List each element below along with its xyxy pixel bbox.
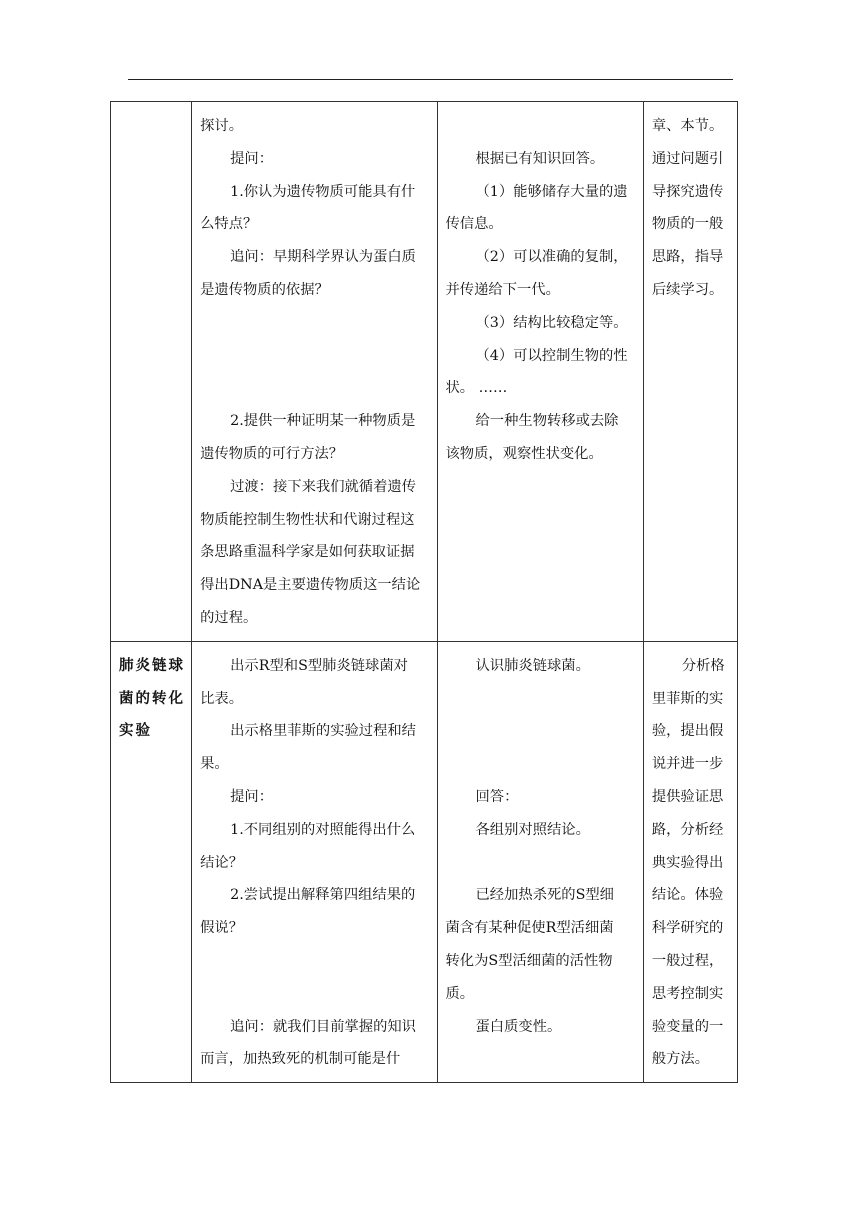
text-line: 各组别对照结论。 — [475, 821, 590, 838]
text-line: 并传递给下一代。 — [445, 281, 560, 298]
text-line: 一般过程， — [651, 952, 724, 969]
text-line: 1.你认为遗传物质可能具有什 — [230, 183, 416, 200]
text-line: 路，分析经 — [651, 821, 724, 838]
text-line: 结论。体验 — [651, 887, 724, 904]
text-line: 果。 — [200, 756, 229, 773]
text-line: 状。 …… — [445, 380, 508, 397]
text-line: 的过程。 — [200, 609, 258, 626]
text-line: 典实验得出 — [651, 854, 724, 871]
text-line: 根据已有知识回答。 — [475, 150, 605, 167]
table-row — [111, 641, 738, 1082]
text-line: 是遗传物质的依据？ — [200, 281, 329, 298]
text-line: 验变量的一 — [651, 1018, 724, 1035]
header-rule — [128, 79, 733, 80]
text-line: 蛋白质变性。 — [475, 1018, 562, 1035]
text-line: 思考控制实 — [651, 985, 724, 1002]
stage-title-line: 肺炎链球 — [119, 657, 185, 674]
text-line: 科学研究的 — [651, 920, 724, 937]
stage-cell — [111, 102, 192, 642]
text-line: 回答： — [475, 788, 519, 805]
design-intent-cell — [643, 102, 737, 642]
text-line: 里菲斯的实 — [651, 690, 724, 707]
text-line: 提供验证思 — [651, 788, 724, 805]
spacer — [446, 683, 637, 781]
lesson-plan-table — [110, 101, 738, 1083]
text-line: 物质能控制生物性状和代谢过程这 — [200, 511, 415, 528]
text-line: 提问： — [230, 788, 274, 805]
stage-title-line: 菌的转化 — [119, 690, 185, 707]
text-line: 追问：就我们目前掌握的知识 — [230, 1018, 416, 1035]
student-activity-cell — [437, 102, 643, 642]
text-line: 而言，加热致死的机制可能是什 — [200, 1051, 401, 1068]
student-activity-cell — [437, 641, 643, 1082]
text-line: 条思路重温科学家是如何获取证据 — [200, 544, 415, 561]
text-line: 物质的一般 — [651, 216, 724, 233]
text-line: 质。 — [445, 985, 475, 1002]
text-line: 么特点？ — [200, 216, 258, 233]
text-line: 探讨。 — [200, 118, 244, 134]
text-line: 假说？ — [200, 920, 244, 937]
teacher-activity-cell — [192, 641, 437, 1082]
text-line: 提问： — [230, 150, 274, 167]
text-line: 菌含有某种促使R型活细菌 — [445, 920, 614, 937]
text-line: 过渡：接下来我们就循着遗传 — [230, 478, 416, 495]
text-line: 分析格 — [681, 657, 725, 674]
text-line: 验，提出假 — [651, 723, 724, 740]
text-line: 2.提供一种证明某一种物质是 — [230, 413, 416, 430]
text-line: 导探究遗传 — [651, 183, 724, 200]
design-intent-cell — [643, 641, 737, 1082]
text-line: 出示R型和S型肺炎链球菌对 — [230, 657, 408, 674]
text-line: 后续学习。 — [651, 281, 724, 298]
spacer — [446, 110, 637, 143]
text-line: 说并进一步 — [651, 756, 724, 773]
text-line: 传信息。 — [445, 216, 503, 233]
text-line: 通过问题引 — [651, 150, 724, 167]
text-line: （1）能够储存大量的遗 — [475, 183, 628, 200]
text-line: 比表。 — [200, 690, 244, 707]
text-line: 认识肺炎链球菌。 — [475, 657, 590, 674]
text-line: 给一种生物转移或去除 — [475, 413, 619, 430]
text-line: 结论？ — [200, 854, 244, 871]
spacer — [200, 945, 430, 1011]
text-line: 追问：早期科学界认为蛋白质 — [230, 249, 416, 266]
text-line: 已经加热杀死的S型细 — [475, 887, 614, 904]
text-line: （2）可以准确的复制， — [475, 249, 628, 266]
spacer — [200, 307, 430, 405]
teacher-activity-cell — [192, 102, 437, 642]
text-line: 出示格里菲斯的实验过程和结 — [230, 723, 416, 740]
text-line: 1.不同组别的对照能得出什么 — [230, 821, 416, 838]
text-line: 转化为S型活细菌的活性物 — [445, 952, 613, 969]
table-row — [111, 102, 738, 642]
text-line: 般方法。 — [651, 1051, 710, 1068]
text-line: （4）可以控制生物的性 — [475, 347, 628, 364]
text-line: 遗传物质的可行方法？ — [200, 445, 344, 462]
text-line: 得出DNA是主要遗传物质这一结论 — [200, 577, 421, 594]
text-line: 章、本节。 — [651, 118, 724, 134]
spacer — [446, 847, 637, 880]
stage-title-line: 实验 — [119, 723, 152, 740]
stage-cell — [111, 641, 192, 1082]
text-line: 思路，指导 — [651, 249, 724, 266]
text-line: （3）结构比较稳定等。 — [475, 314, 628, 331]
text-line: 该物质，观察性状变化。 — [445, 445, 603, 462]
text-line: 2.尝试提出解释第四组结果的 — [230, 887, 416, 904]
